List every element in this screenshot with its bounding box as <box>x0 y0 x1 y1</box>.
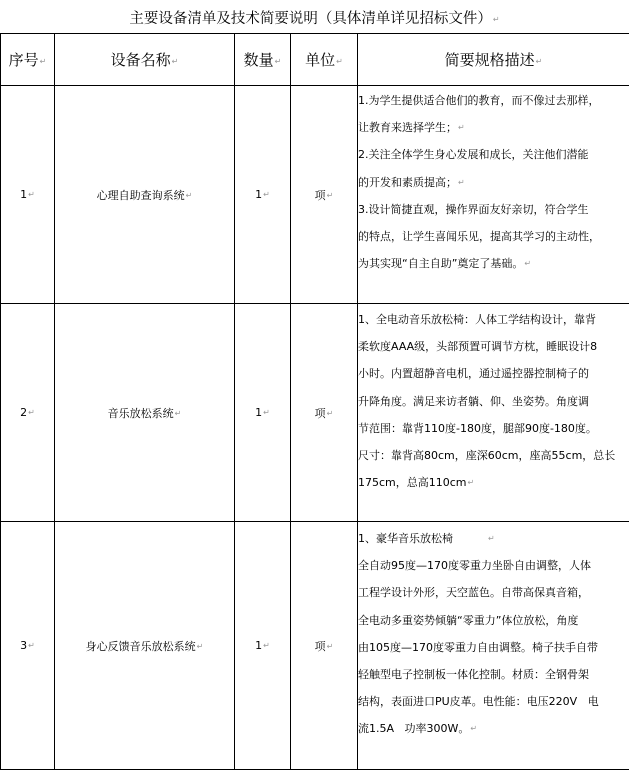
header-desc: 简要规格描述↵ <box>358 34 629 86</box>
cell-name: 心理自助查询系统↵ <box>55 86 235 304</box>
paragraph-mark-icon: ↵ <box>263 190 270 199</box>
document-title-text: 主要设备清单及技术简要说明（具体清单详见招标文件） <box>129 11 492 27</box>
desc-line: 小时。内置超静音电机，通过遥控器控制椅子的 <box>358 367 589 381</box>
desc-line: 的特点，让学生喜闻乐见，提高其学习的主动性， <box>358 230 600 244</box>
cell-qty: 1↵ <box>235 86 291 304</box>
paragraph-mark-icon: ↵ <box>28 641 35 650</box>
paragraph-mark-icon: ↵ <box>470 724 478 734</box>
desc-line: 节范围：靠背110度-180度，腿部90度-180度。 <box>358 421 597 435</box>
table-row <box>1 86 629 304</box>
desc-line: 1.为学生提供适合他们的教育，而不像过去那样， <box>358 94 600 107</box>
table-row <box>1 304 629 522</box>
paragraph-mark-icon: ↵ <box>28 190 35 199</box>
header-no: 序号↵ <box>1 34 55 86</box>
header-unit: 单位↵ <box>291 34 358 86</box>
desc-line: 1、豪华音乐放松椅 ↵ <box>358 532 495 545</box>
desc-line: 为其实现“自主自助”奠定了基础。↵ <box>358 257 532 271</box>
cell-qty: 1↵ <box>235 522 291 770</box>
paragraph-mark-icon: ↵ <box>458 177 465 187</box>
paragraph-mark-icon: ↵ <box>28 408 35 417</box>
paragraph-mark-icon: ↵ <box>336 57 343 66</box>
cell-unit: 项↵ <box>291 304 358 522</box>
cell-unit: 项↵ <box>291 522 358 770</box>
desc-line: 3.设计简捷直观，操作界面友好亲切，符合学生 <box>358 202 589 216</box>
table-header-row <box>1 34 629 86</box>
paragraph-mark-icon: ↵ <box>263 641 270 650</box>
desc-line: 让教育来选择学生；↵ <box>358 121 465 135</box>
desc-line: 轻触型电子控制板一体化控制。材质：全钢骨架 <box>358 668 589 682</box>
paragraph-mark-icon: ↵ <box>326 408 334 418</box>
paragraph-mark-icon: ↵ <box>326 641 334 651</box>
cell-unit: 项↵ <box>291 86 358 304</box>
desc-line: 工程学设计外形，天空蓝色。自带高保真音箱， <box>358 586 589 600</box>
paragraph-mark-icon: ↵ <box>171 57 179 66</box>
document-title <box>0 0 629 33</box>
desc-line: 全自动95度—170度零重力坐卧自由调整，人体 <box>358 559 591 573</box>
desc-line: 175cm，总高110cm↵ <box>358 476 475 490</box>
desc-line: 尺寸：靠背高80cm，座深60cm，座高55cm，总长 <box>358 449 616 463</box>
paragraph-mark-icon: ↵ <box>535 57 543 66</box>
table-row <box>1 522 629 770</box>
desc-line: 由105度—170度零重力自由调整。椅子扶手自带 <box>358 640 598 654</box>
cell-desc <box>358 304 629 522</box>
cell-desc <box>358 86 629 304</box>
desc-line: 全电动多重姿势倾躺“零重力”体位放松，角度 <box>358 613 579 627</box>
desc-line: 柔软度AAA级，头部预置可调节方枕，睡眠设计8 <box>358 340 598 354</box>
desc-line: 流1.5A 功率300W。↵ <box>358 722 478 736</box>
cell-qty: 1↵ <box>235 304 291 522</box>
desc-line: 结构，表面进口PU皮革。电性能：电压220V 电 <box>358 695 599 709</box>
cell-desc <box>358 522 629 770</box>
paragraph-mark-icon: ↵ <box>458 123 465 133</box>
cell-no: 2↵ <box>1 304 55 522</box>
paragraph-mark-icon: ↵ <box>185 190 193 200</box>
paragraph-mark-icon: ↵ <box>196 641 204 651</box>
desc-line: 的开发和素质提高；↵ <box>358 175 465 189</box>
cell-name: 身心反馈音乐放松系统↵ <box>55 522 235 770</box>
paragraph-mark-icon: ↵ <box>174 408 182 418</box>
paragraph-mark-icon: ↵ <box>263 408 270 417</box>
desc-line: 1、全电动音乐放松椅：人体工学结构设计，靠背 <box>358 313 596 326</box>
paragraph-mark-icon: ↵ <box>39 57 47 66</box>
paragraph-mark-icon: ↵ <box>274 57 282 66</box>
desc-line: 升降角度。满足来访者躺、仰、坐姿势。角度调 <box>358 394 589 408</box>
paragraph-mark-icon: ↵ <box>467 478 475 488</box>
header-name: 设备名称↵ <box>55 34 235 86</box>
cell-no: 1↵ <box>1 86 55 304</box>
paragraph-mark-icon: ↵ <box>492 15 500 24</box>
paragraph-mark-icon: ↵ <box>326 190 334 200</box>
cell-name: 音乐放松系统↵ <box>55 304 235 522</box>
equipment-table <box>0 33 629 770</box>
desc-line: 2.关注全体学生身心发展和成长，关注他们潜能 <box>358 148 589 162</box>
paragraph-mark-icon: ↵ <box>488 534 495 543</box>
header-qty: 数量↵ <box>235 34 291 86</box>
cell-no: 3↵ <box>1 522 55 770</box>
paragraph-mark-icon: ↵ <box>524 259 532 269</box>
